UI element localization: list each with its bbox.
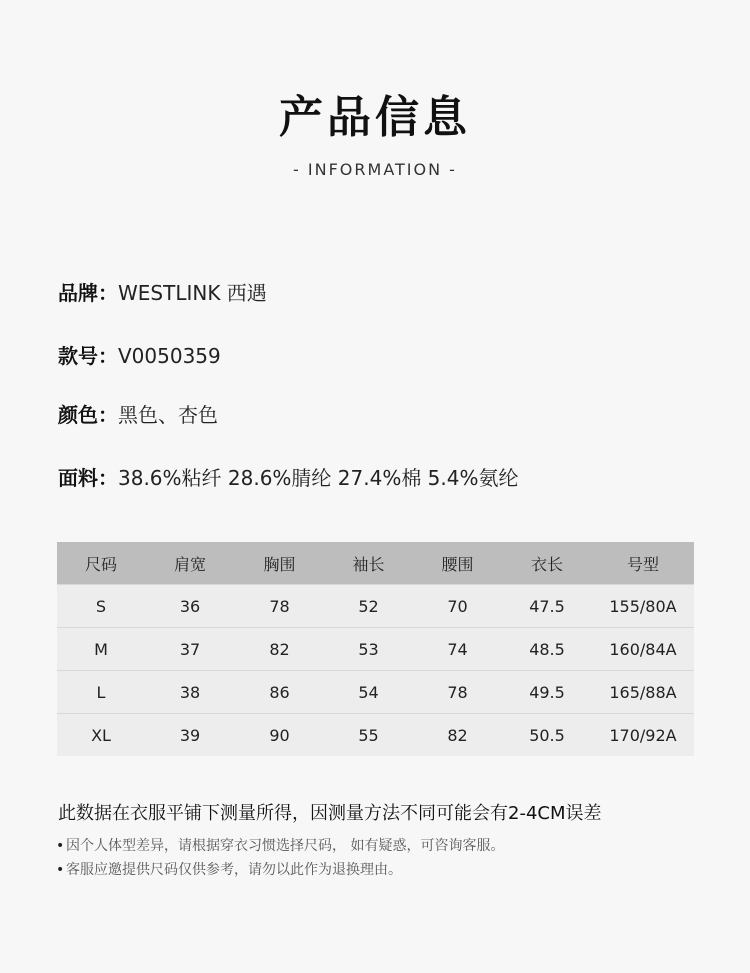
table-cell: 53: [324, 628, 413, 671]
color-row: [58, 401, 218, 429]
table-cell: 48.5: [502, 628, 592, 671]
table-cell: 49.5: [502, 671, 592, 714]
table-cell: 54: [324, 671, 413, 714]
bullet-dot: •: [56, 862, 65, 878]
table-cell: 86: [235, 671, 324, 714]
table-row: [57, 714, 694, 757]
measurement-note: 此数据在衣服平铺下测量所得，因测量方法不同可能会有2-4CM误差: [58, 803, 602, 824]
bullet-dot: •: [56, 838, 65, 854]
table-cell: S: [57, 585, 145, 628]
table-row: [57, 628, 694, 671]
header-waist: 腰围: [413, 542, 502, 585]
color-label: 颜色：: [58, 403, 118, 427]
table-cell: 39: [145, 714, 235, 757]
note-text: 因个人体型差异，请根据穿衣习惯选择尺码， 如有疑惑，可咨询客服。: [66, 838, 505, 854]
color-value: 黑色、杏色: [118, 403, 218, 427]
fabric-label: 面料：: [58, 466, 118, 490]
style-number-label: 款号：: [58, 344, 118, 368]
page-title: 产品信息: [279, 92, 471, 143]
fabric-value: 38.6%粘纤 28.6%腈纶 27.4%棉 5.4%氨纶: [118, 466, 519, 490]
table-cell: 90: [235, 714, 324, 757]
table-cell: 50.5: [502, 714, 592, 757]
table-cell: 82: [235, 628, 324, 671]
table-cell: XL: [57, 714, 145, 757]
table-cell: M: [57, 628, 145, 671]
table-cell: 155/80A: [592, 585, 694, 628]
size-table-header-row: [57, 542, 694, 585]
header-size: 尺码: [57, 542, 145, 585]
brand-label: 品牌：: [58, 281, 118, 305]
page-subtitle: - INFORMATION -: [293, 160, 457, 179]
table-cell: 165/88A: [592, 671, 694, 714]
header-sleeve: 袖长: [324, 542, 413, 585]
table-cell: 70: [413, 585, 502, 628]
note-item: [56, 836, 504, 856]
table-cell: 78: [235, 585, 324, 628]
brand-value: WESTLINK 西遇: [118, 281, 267, 305]
table-cell: 78: [413, 671, 502, 714]
header-length: 衣长: [502, 542, 592, 585]
table-cell: 74: [413, 628, 502, 671]
header-chest: 胸围: [235, 542, 324, 585]
table-cell: 37: [145, 628, 235, 671]
table-cell: 55: [324, 714, 413, 757]
style-number-value: V0050359: [118, 344, 221, 368]
note-item: [56, 860, 402, 880]
header-shoulder: 肩宽: [145, 542, 235, 585]
note-text: 客服应邀提供尺码仅供参考，请勿以此作为退换理由。: [66, 862, 402, 878]
table-cell: 38: [145, 671, 235, 714]
table-row: [57, 585, 694, 628]
table-row: [57, 671, 694, 714]
size-table: [57, 542, 694, 756]
table-cell: 47.5: [502, 585, 592, 628]
fabric-row: [58, 464, 519, 492]
brand-row: [58, 279, 267, 307]
table-cell: 160/84A: [592, 628, 694, 671]
table-cell: 52: [324, 585, 413, 628]
table-cell: 170/92A: [592, 714, 694, 757]
header-fit-code: 号型: [592, 542, 694, 585]
style-number-row: [58, 342, 221, 370]
table-cell: L: [57, 671, 145, 714]
table-cell: 36: [145, 585, 235, 628]
table-cell: 82: [413, 714, 502, 757]
